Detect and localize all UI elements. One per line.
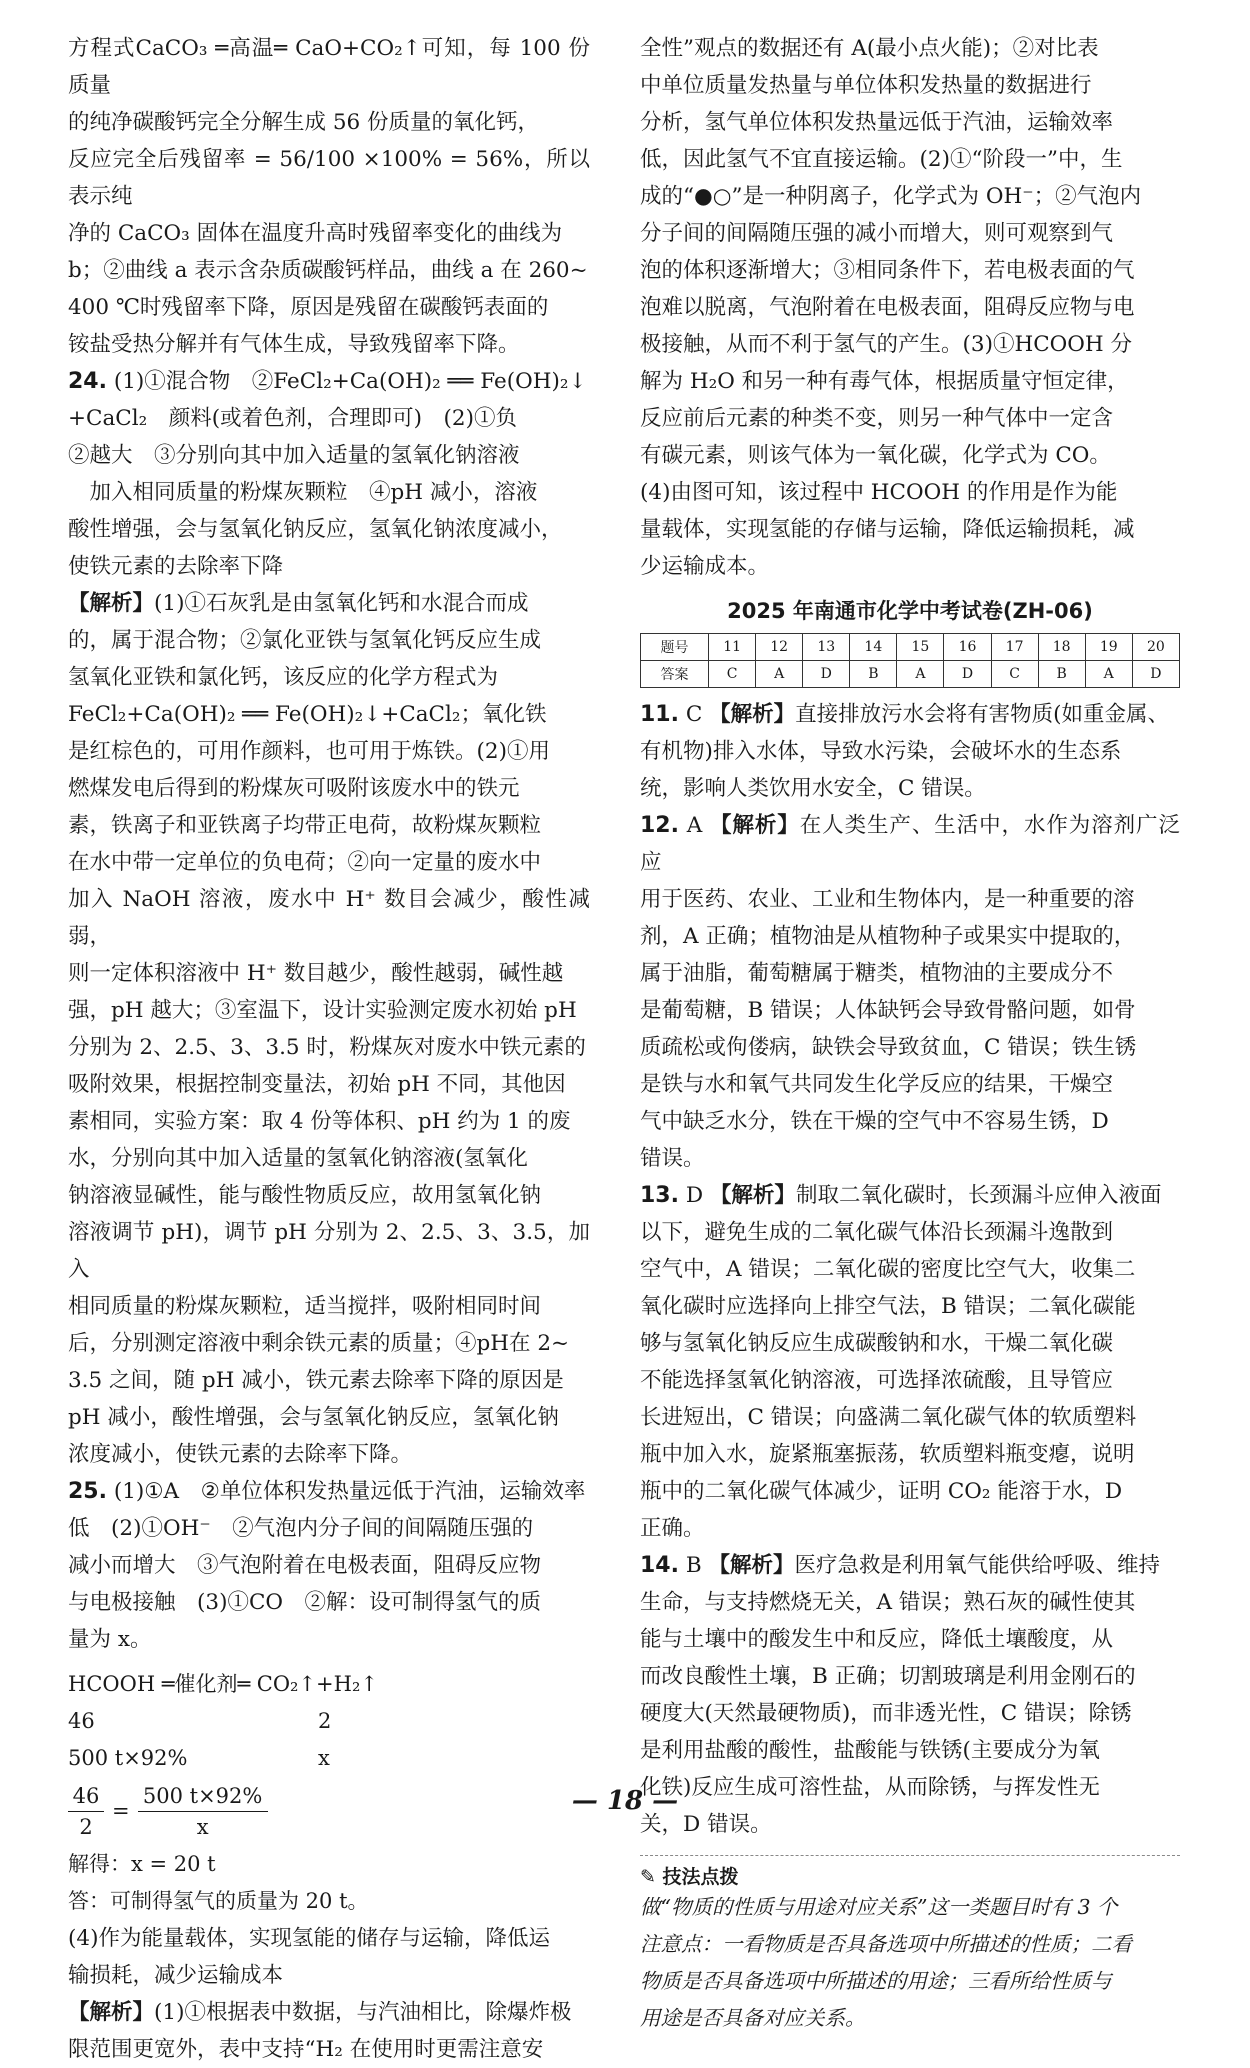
- text-line: 氧化碳时应选择向上排空气法，B 错误；二氧化碳能: [640, 1294, 1136, 1319]
- text-line: (4)由图可知，该过程中 HCOOH 的作用是作为能: [640, 480, 1118, 505]
- table-cell: A: [897, 661, 944, 688]
- ratio-right-den: x: [196, 1815, 209, 1839]
- text-line: 分析，氢气单位体积发热量远低于汽油，运输效率: [640, 110, 1114, 135]
- table-cell: C: [709, 661, 756, 688]
- text-line: 输损耗，减少运输成本: [68, 1963, 284, 1988]
- text-line: 直接排放污水会将有害物质(如重金属、: [795, 702, 1170, 727]
- text-line: b；②曲线 a 表示含杂质碳酸钙样品，曲线 a 在 260~: [68, 258, 588, 283]
- text-line: 相同质量的粉煤灰颗粒，适当搅拌，吸附相同时间: [68, 1294, 542, 1319]
- text-line: 溶液调节 pH)，调节 pH 分别为 2、2.5、3、3.5，加入: [68, 1220, 590, 1282]
- text-line: 强，pH 越大；③室温下，设计实验测定废水初始 pH: [68, 998, 577, 1023]
- tip-body: [640, 1889, 1180, 2037]
- text-line: 正确。: [640, 1516, 705, 1541]
- text-line: 浓度减小，使铁元素的去除率下降。: [68, 1442, 413, 1467]
- table-cell: 16: [944, 634, 991, 661]
- text-line: 是葡萄糖，B 错误；人体缺钙会导致骨骼问题，如骨: [640, 998, 1136, 1023]
- question-number: 11.: [640, 702, 679, 727]
- answer-letter: C: [685, 702, 703, 727]
- question-number: 24.: [68, 369, 107, 394]
- q13-first: [640, 1177, 1180, 1214]
- text-line: 是铁与水和氧气共同发生化学反应的结果，干燥空: [640, 1072, 1114, 1097]
- text-line: 瓶中加入水，旋紧瓶塞振荡，软质塑料瓶变瘪，说明: [640, 1442, 1135, 1467]
- text-line: 能与土壤中的酸发生中和反应，降低土壤酸度，从: [640, 1627, 1114, 1652]
- text-line: 生命，与支持燃烧无关，A 错误；熟石灰的碱性使其: [640, 1590, 1136, 1615]
- table-cell: B: [850, 661, 897, 688]
- tip-box: [640, 1855, 1180, 2037]
- text-line: 泡的体积逐渐增大；③相同条件下，若电极表面的气: [640, 258, 1135, 283]
- equals-sign: =: [112, 1799, 130, 1823]
- text-line: 化铁)反应生成可溶性盐，从而除锈，与挥发性无: [640, 1775, 1100, 1800]
- analysis-tag: 【解析】: [709, 702, 796, 727]
- text-line: 的纯净碳酸钙完全分解生成 56 份质量的氧化钙，: [68, 110, 540, 135]
- text-line: 氢氧化亚铁和氯化钙，该反应的化学方程式为: [68, 665, 499, 690]
- q12: [640, 807, 1180, 1177]
- text-line: 有机物)排入水体，导致水污染，会破坏水的生态系: [640, 739, 1122, 764]
- text-line: 错误。: [640, 1146, 705, 1171]
- question-number: 13.: [640, 1183, 679, 1208]
- pencil-icon: ✎: [640, 1866, 656, 1888]
- chemical-equation: HCOOH ═催化剂═ CO₂↑+H₂↑: [68, 1672, 378, 1696]
- mass-row: [68, 1703, 590, 1740]
- q25-analysis-continuation: [640, 30, 1180, 585]
- text-line: 低，因此氢气不宜直接运输。(2)①“阶段一”中，生: [640, 147, 1123, 172]
- text-line: 长进短出，C 错误；向盛满二氧化碳气体的软质塑料: [640, 1405, 1137, 1430]
- molar-mass-hcooh: 46: [68, 1709, 95, 1733]
- text-line: 使铁元素的去除率下降: [68, 554, 284, 579]
- text-line: 泡难以脱离，气泡附着在电极表面，阻碍反应物与电: [640, 295, 1135, 320]
- table-cell: C: [991, 661, 1038, 688]
- answer-letter: A: [686, 813, 703, 838]
- text-line: 剂，A 正确；植物油是从植物种子或果实中提取的，: [640, 924, 1136, 949]
- text-line: 而改良酸性土壤，B 正确；切割玻璃是利用金刚石的: [640, 1664, 1136, 1689]
- q12-first: [640, 807, 1180, 881]
- table-cell: 14: [850, 634, 897, 661]
- text-line: 成的“●○”是一种阴离子，化学式为 OH⁻；②气泡内: [640, 184, 1142, 209]
- text-line: 燃煤发电后得到的粉煤灰可吸附该废水中的铁元: [68, 776, 520, 801]
- table-cell: A: [1085, 661, 1132, 688]
- exam-title: 2025 年南通市化学中考试卷(ZH-06): [727, 599, 1093, 623]
- answer-letter: D: [685, 1183, 704, 1208]
- text-line: 物质是否具备选项中所描述的用途；三看所给性质与: [640, 1969, 1112, 1993]
- row-header: 题号: [641, 634, 709, 661]
- q13: [640, 1177, 1180, 1547]
- answer-line: 答：可制得氢气的质量为 20 t。: [68, 1889, 369, 1913]
- q25-answer: [68, 1473, 590, 1658]
- table-cell: 20: [1132, 634, 1179, 661]
- q11-first: [640, 696, 1180, 733]
- text-line: 注意点：一看物质是否具备选项中所描述的性质；二看: [640, 1932, 1132, 1956]
- table-cell: A: [756, 661, 803, 688]
- table-cell: 13: [803, 634, 850, 661]
- text-line: 统，影响人类饮用水安全，C 错误。: [640, 776, 986, 801]
- analysis-tag: 【解析】: [68, 2000, 155, 2025]
- table-cell: B: [1038, 661, 1085, 688]
- text-line: 吸附效果，根据控制变量法，初始 pH 不同，其他因: [68, 1072, 566, 1097]
- table-row: [641, 634, 1180, 661]
- tip-heading: [640, 1862, 1180, 1889]
- given-mass: 500 t×92%: [68, 1746, 188, 1770]
- text-line: 后，分别测定溶液中剩余铁元素的质量；④pH在 2~: [68, 1331, 570, 1356]
- text-line: 做“物质的性质与用途对应关系”这一类题目时有 3 个: [640, 1895, 1118, 1919]
- tip-title: 技法点拨: [662, 1866, 739, 1888]
- text-line: 瓶中的二氧化碳气体减少，证明 CO₂ 能溶于水，D: [640, 1479, 1123, 1504]
- value-row: [68, 1740, 590, 1777]
- q24-line-first: [68, 363, 590, 400]
- table-cell: 17: [991, 634, 1038, 661]
- question-number: 12.: [640, 813, 679, 838]
- text-line: 量载体，实现氢能的存储与运输，降低运输损耗，减: [640, 517, 1135, 542]
- molar-mass-h2: 2: [318, 1709, 332, 1733]
- left-column: [68, 30, 590, 2068]
- text-line: 量为 x。: [68, 1627, 152, 1652]
- text-line: 素相同，实验方案：取 4 份等体积、pH 约为 1 的废: [68, 1109, 571, 1134]
- analysis-tag: 【解析】: [68, 591, 155, 616]
- text-line: (1)①混合物 ②FeCl₂+Ca(OH)₂ ══ Fe(OH)₂↓: [113, 369, 587, 394]
- text-line: 硬度大(天然最硬物质)，而非透光性，C 错误；除锈: [640, 1701, 1132, 1726]
- q14-first: [640, 1547, 1180, 1584]
- text-line: 净的 CaCO₃ 固体在温度升高时残留率变化的曲线为: [68, 221, 563, 246]
- text-line: 气中缺乏水分，铁在干燥的空气中不容易生锈，D: [640, 1109, 1109, 1134]
- question-number: 25.: [68, 1479, 107, 1504]
- q24-analysis: [68, 585, 590, 1473]
- text-line: 的，属于混合物；②氯化亚铁与氢氧化钙反应生成: [68, 628, 542, 653]
- text-line: 是利用盐酸的酸性，盐酸能与铁锈(主要成分为氧: [640, 1738, 1100, 1763]
- text-line: 少运输成本。: [640, 554, 770, 579]
- text-line: 酸性增强，会与氢氧化钠反应，氢氧化钠浓度减小，: [68, 517, 563, 542]
- table-row: [641, 661, 1180, 688]
- text-line: 在水中带一定单位的负电荷；②向一定量的废水中: [68, 850, 542, 875]
- text-line: 素，铁离子和亚铁离子均带正电荷，故粉煤灰颗粒: [68, 813, 542, 838]
- text-line: 方程式CaCO₃ ═高温═ CaO+CO₂↑可知，每 100 份质量: [68, 36, 590, 98]
- text-line: 3.5 之间，随 pH 减小，铁元素去除率下降的原因是: [68, 1368, 564, 1393]
- text-line: 加入 NaOH 溶液，废水中 H⁺ 数目会减少，酸性减弱，: [68, 887, 590, 949]
- text-line: 钠溶液显碱性，能与酸性物质反应，故用氢氧化钠: [68, 1183, 542, 1208]
- text-line: 中单位质量发热量与单位体积发热量的数据进行: [640, 73, 1092, 98]
- text-line: 分别为 2、2.5、3、3.5 时，粉煤灰对废水中铁元素的: [68, 1035, 586, 1060]
- text-line: 质疏松或佝偻病，缺铁会导致贫血，C 错误；铁生锈: [640, 1035, 1137, 1060]
- ratio-left-num: 46: [72, 1784, 100, 1808]
- text-line: 极接触，从而不利于氢气的产生。(3)①HCOOH 分: [640, 332, 1132, 357]
- text-line: 够与氢氧化钠反应生成碳酸钠和水，干燥二氧化碳: [640, 1331, 1114, 1356]
- text-line: 则一定体积溶液中 H⁺ 数目越少，酸性越弱，碱性越: [68, 961, 564, 986]
- text-line: 限范围更宽外，表中支持“H₂ 在使用时更需注意安: [68, 2037, 544, 2062]
- text-line: 铵盐受热分解并有气体生成，导致残留率下降。: [68, 332, 520, 357]
- text-line: 空气中，A 错误；二氧化碳的密度比空气大，收集二: [640, 1257, 1136, 1282]
- q24-analysis-first: [68, 585, 590, 622]
- unknown-mass: x: [318, 1746, 330, 1770]
- text-line: pH 减小，酸性增强，会与氢氧化钠反应，氢氧化钠: [68, 1405, 559, 1430]
- text-line: 反应前后元素的种类不变，则另一种气体中一定含: [640, 406, 1114, 431]
- text-line: 反应完全后残留率 = 56/100 ×100% = 56%，所以表示纯: [68, 147, 590, 209]
- table-cell: 11: [709, 634, 756, 661]
- text-line: 与电极接触 (3)①CO ②解：设可制得氢气的质: [68, 1590, 542, 1615]
- ratio-right-num: 500 t×92%: [142, 1784, 263, 1808]
- text-line: 有碳元素，则该气体为一氧化碳，化学式为 CO。: [640, 443, 1111, 468]
- q23-continuation: [68, 30, 590, 363]
- text-line: 关，D 错误。: [640, 1812, 772, 1837]
- text-line: 加入相同质量的粉煤灰颗粒 ④pH 减小，溶液: [68, 480, 538, 505]
- answer-letter: B: [685, 1553, 702, 1578]
- analysis-tag: 【解析】: [709, 1183, 796, 1208]
- q25-tail: [68, 1920, 590, 2068]
- text-line: 水，分别向其中加入适量的氢氧化钠溶液(氢氧化: [68, 1146, 528, 1171]
- text-line: 用途是否具备对应关系。: [640, 2006, 866, 2030]
- table-cell: 19: [1085, 634, 1132, 661]
- table-cell: D: [944, 661, 991, 688]
- text-line: 是红棕色的，可用作颜料，也可用于炼铁。(2)①用: [68, 739, 550, 764]
- table-cell: D: [1132, 661, 1179, 688]
- text-line: FeCl₂+Ca(OH)₂ ══ Fe(OH)₂↓+CaCl₂；氧化铁: [68, 702, 547, 727]
- q11: [640, 696, 1180, 807]
- text-line: 分子间的间隔随压强的减小而增大，则可观察到气: [640, 221, 1114, 246]
- text-line: ②越大 ③分别向其中加入适量的氢氧化钠溶液: [68, 443, 520, 468]
- solve-line: 解得：x = 20 t: [68, 1852, 216, 1876]
- q25-analysis-first: [68, 1994, 590, 2031]
- ratio-left-den: 2: [79, 1815, 93, 1839]
- text-line: +CaCl₂ 颜料(或着色剂，合理即可) (2)①负: [68, 406, 517, 431]
- text-line: 解为 H₂O 和另一种有毒气体，根据质量守恒定律，: [640, 369, 1129, 394]
- text-line: 不能选择氢氧化钠溶液，可选择浓硫酸，且导管应: [640, 1368, 1114, 1393]
- right-column: [640, 30, 1180, 2037]
- text-line: (4)作为能量载体，实现氢能的储存与运输，降低运: [68, 1926, 550, 1951]
- text-line: (1)①根据表中数据，与汽油相比，除爆炸极: [154, 2000, 572, 2025]
- text-line: 制取二氧化碳时，长颈漏斗应伸入液面: [795, 1183, 1162, 1208]
- row-header: 答案: [641, 661, 709, 688]
- text-line: 属于油脂，葡萄糖属于糖类，植物油的主要成分不: [640, 961, 1114, 986]
- text-line: (1)①石灰乳是由氢氧化钙和水混合而成: [154, 591, 529, 616]
- text-line: 400 ℃时残留率下降，原因是残留在碳酸钙表面的: [68, 295, 549, 320]
- text-line: 低 (2)①OH⁻ ②气泡内分子间的间隔随压强的: [68, 1516, 534, 1541]
- table-cell: 12: [756, 634, 803, 661]
- question-number: 14.: [640, 1553, 679, 1578]
- table-cell: 15: [897, 634, 944, 661]
- analysis-tag: 【解析】: [710, 813, 800, 838]
- text-line: 以下，避免生成的二氧化碳气体沿长颈漏斗逸散到: [640, 1220, 1114, 1245]
- table-cell: 18: [1038, 634, 1085, 661]
- text-line: 医疗急救是利用氧气能供给呼吸、维持: [794, 1553, 1161, 1578]
- text-line: 全性”观点的数据还有 A(最小点火能)；②对比表: [640, 36, 1099, 61]
- text-line: 用于医药、农业、工业和生物体内，是一种重要的溶: [640, 887, 1135, 912]
- text-line: 减小而增大 ③气泡附着在电极表面，阻碍反应物: [68, 1553, 542, 1578]
- q24-answer: [68, 363, 590, 585]
- q25-line-first: [68, 1473, 590, 1510]
- page-number: — 18 —: [571, 1786, 679, 1816]
- text-line: 在人类生产、生活中，水作为溶剂广泛应: [640, 813, 1180, 875]
- analysis-tag: 【解析】: [708, 1553, 795, 1578]
- text-line: (1)①A ②单位体积发热量远低于汽油，运输效率: [113, 1479, 586, 1504]
- answer-table: [640, 633, 1180, 688]
- table-cell: D: [803, 661, 850, 688]
